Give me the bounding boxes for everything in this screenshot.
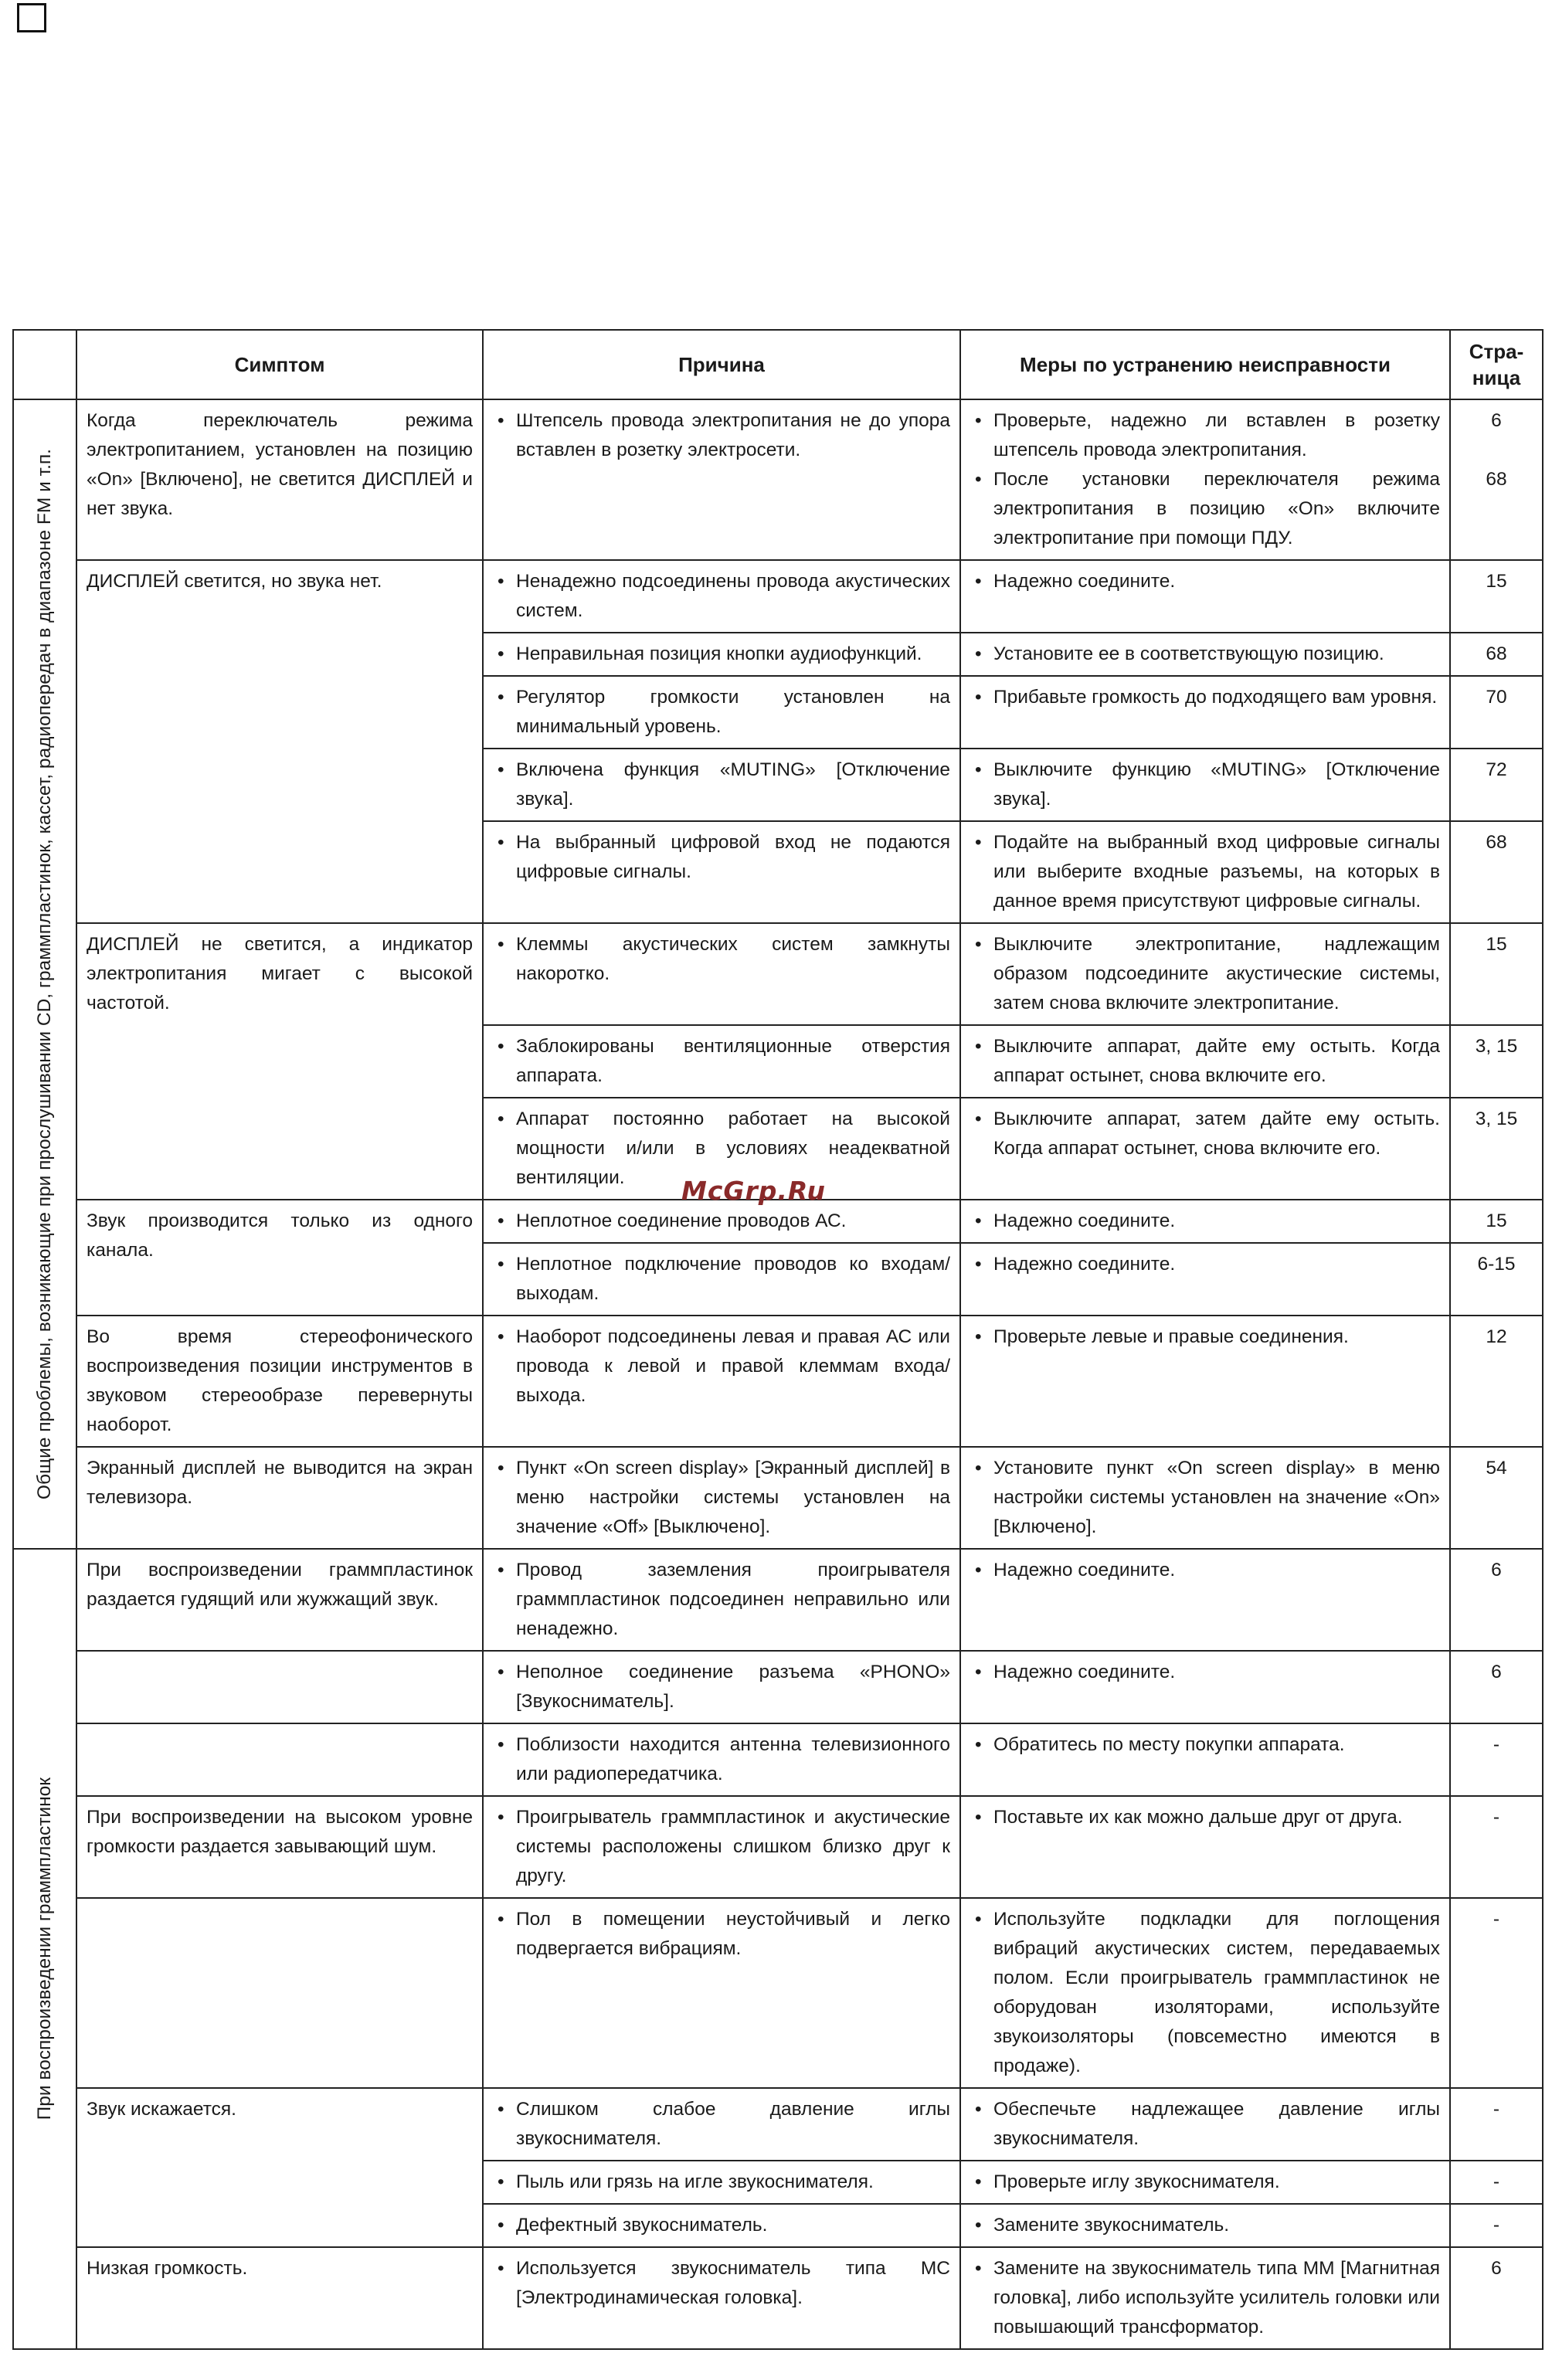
- remedy-text: Надежно соедините.: [993, 1560, 1176, 1580]
- remedy-text: Подайте на выбранный вход цифровые сигналы или выберите входные разъемы, на которых в данное время присутствуют цифровые сигналы.: [993, 832, 1440, 912]
- page-cell: [1450, 1549, 1543, 1651]
- remedy-text: Прибавьте громкость до подходящего вам уровня.: [993, 687, 1438, 708]
- cause-text: Штепсель провода электропитания не до упора вставлен в розетку электросети.: [516, 410, 950, 460]
- bullet-icon: •: [498, 2258, 504, 2279]
- page-cell: [1450, 2204, 1543, 2247]
- cause-cell: [483, 1796, 960, 1898]
- page-cell: [1450, 821, 1543, 923]
- cause-cell: [483, 2204, 960, 2247]
- bullet-icon: •: [975, 1807, 982, 1828]
- remedy-cell: [960, 923, 1450, 1025]
- remedy-text: Установите ее в соответствующую позицию.: [993, 643, 1384, 664]
- group-label: Общие проблемы, возникающие при прослушивании CD, граммпластинок, кассет, радиопередач в диапазоне FM и т.п.: [34, 448, 55, 1500]
- remedy-text: Установите пункт «On screen display» в меню настройки системы установлен на значение «On» [Включено].: [993, 1458, 1440, 1537]
- bullet-icon: •: [498, 759, 504, 780]
- watermark-text: McGrp.Ru: [681, 1176, 827, 1206]
- remedy-cell: [960, 1723, 1450, 1796]
- cause-cell: [483, 1447, 960, 1549]
- page-number: 12: [1486, 1326, 1507, 1347]
- page-number: 15: [1486, 571, 1507, 592]
- remedy-cell: [960, 676, 1450, 749]
- cause-text: Регулятор громкости установлен на минимальный уровень.: [516, 687, 950, 737]
- cause-cell: [483, 1723, 960, 1796]
- header-page-line1: Стра-: [1469, 340, 1524, 363]
- cause-cell: [483, 2161, 960, 2204]
- bullet-icon: •: [975, 1909, 982, 1930]
- bullet-icon: •: [975, 759, 982, 780]
- page-cell: [1450, 1723, 1543, 1796]
- symptom-cell: Когда переключатель режима электропитанием, установлен на позицию «On» [Включено], не светится ДИСПЛЕЙ и нет звука.: [76, 399, 483, 560]
- page-cell: [1450, 676, 1543, 749]
- cause-cell: [483, 1898, 960, 2088]
- cause-text: Поблизости находится антенна телевизионного или радиопередатчика.: [516, 1734, 950, 1784]
- bullet-icon: •: [498, 410, 504, 431]
- cause-text: Наоборот подсоединены левая и правая АС или провода к левой и правой клеммам входа/выхода.: [516, 1326, 950, 1406]
- page-number: 6-15: [1477, 1254, 1516, 1275]
- remedy-cell: [960, 1796, 1450, 1898]
- cause-cell: [483, 1025, 960, 1098]
- remedy-text: Выключите функцию «MUTING» [Отключение звука].: [993, 759, 1440, 810]
- table-row: [13, 1723, 1543, 1796]
- table-row: [13, 1200, 1543, 1243]
- bullet-icon: •: [498, 1036, 504, 1057]
- page-number: -: [1493, 1807, 1500, 1828]
- bullet-icon: •: [498, 1734, 504, 1755]
- header-page-line2: ница: [1472, 366, 1521, 389]
- bullet-icon: •: [498, 571, 504, 592]
- page-cell: [1450, 1200, 1543, 1243]
- page-number: 3, 15: [1475, 1109, 1518, 1129]
- cause-text: Заблокированы вентиляционные отверстия аппарата.: [516, 1036, 950, 1086]
- page-number: 68: [1486, 469, 1507, 490]
- page-number: -: [1493, 2099, 1500, 2120]
- page-number: 70: [1486, 687, 1507, 708]
- remedy-cell: [960, 399, 1450, 560]
- cause-cell: [483, 923, 960, 1025]
- remedy-text: Обеспечьте надлежащее давление иглы звукоснимателя.: [993, 2099, 1440, 2149]
- cause-text: Неплотное подключение проводов ко входам/выходам.: [516, 1254, 950, 1304]
- cause-text: Ненадежно подсоединены провода акустических систем.: [516, 571, 950, 621]
- page-cell: [1450, 749, 1543, 821]
- table-row: [13, 1898, 1543, 2088]
- bullet-icon: •: [498, 1109, 504, 1129]
- remedy-cell: [960, 1243, 1450, 1316]
- remedy-text: Надежно соедините.: [993, 1210, 1176, 1231]
- remedy-cell: [960, 560, 1450, 633]
- page-number: -: [1493, 2171, 1500, 2192]
- bullet-icon: •: [975, 1326, 982, 1347]
- page-number: 54: [1486, 1458, 1507, 1479]
- bullet-icon: •: [498, 1662, 504, 1682]
- header-symptom: Симптом: [76, 330, 483, 399]
- bullet-icon: •: [498, 1210, 504, 1231]
- bullet-icon: •: [498, 643, 504, 664]
- page-number: 72: [1486, 759, 1507, 780]
- corner-checkbox-mark: [17, 3, 46, 32]
- remedy-cell: [960, 1316, 1450, 1447]
- page-number: 6: [1491, 2258, 1502, 2279]
- page-number: -: [1493, 1909, 1500, 1930]
- remedy-cell: [960, 749, 1450, 821]
- remedy-text: Надежно соедините.: [993, 571, 1176, 592]
- header-page: [1450, 330, 1543, 399]
- cause-cell: [483, 1200, 960, 1243]
- cause-text: Клеммы акустических систем замкнуты накоротко.: [516, 934, 950, 984]
- table-row: [13, 1316, 1543, 1447]
- cause-text: Дефектный звукосниматель.: [516, 2215, 768, 2236]
- page-cell: [1450, 399, 1543, 560]
- remedy-cell: [960, 821, 1450, 923]
- page-number: 68: [1486, 643, 1507, 664]
- table-row: [13, 1549, 1543, 1651]
- cause-text: Включена функция «MUTING» [Отключение звука].: [516, 759, 950, 810]
- page-cell: [1450, 1098, 1543, 1200]
- table-row: [13, 2247, 1543, 2349]
- page-cell: [1450, 1796, 1543, 1898]
- remedy-cell: [960, 1098, 1450, 1200]
- bullet-icon: •: [975, 2171, 982, 2192]
- symptom-cell: ДИСПЛЕЙ не светится, а индикатор электропитания мигает с высокой частотой.: [76, 923, 483, 1200]
- page-cell: [1450, 2161, 1543, 2204]
- bullet-icon: •: [975, 832, 982, 853]
- remedy-text: Проверьте иглу звукоснимателя.: [993, 2171, 1280, 2192]
- group-label: При воспроизведении граммпластинок: [34, 1777, 55, 2120]
- remedy-text: Надежно соедините.: [993, 1254, 1176, 1275]
- symptom-cell: Во время стереофонического воспроизведения позиции инструментов в звуковом стереообразе перевернуты наоборот.: [76, 1316, 483, 1447]
- remedy-text: После установки переключателя режима электропитания в позицию «On» включите электропитание при помощи ПДУ.: [993, 469, 1440, 548]
- bullet-icon: •: [975, 410, 982, 431]
- cause-text: Проигрыватель граммпластинок и акустические системы расположены слишком близко друг к другу.: [516, 1807, 950, 1886]
- remedy-cell: [960, 2247, 1450, 2349]
- bullet-icon: •: [975, 2258, 982, 2279]
- remedy-text: Выключите электропитание, надлежащим образом подсоедините акустические системы, затем снова включите электропитание.: [993, 934, 1440, 1013]
- bullet-icon: •: [498, 687, 504, 708]
- bullet-icon: •: [498, 1909, 504, 1930]
- symptom-cell: Звук искажается.: [76, 2088, 483, 2247]
- cause-text: Аппарат постоянно работает на высокой мощности и/или в условиях неадекватной вентиляции.: [516, 1109, 950, 1188]
- bullet-icon: •: [498, 832, 504, 853]
- symptom-cell: При воспроизведении граммпластинок раздается гудящий или жужжащий звук.: [76, 1549, 483, 1651]
- cause-text: Используется звукосниматель типа МС [Электродинамическая головка].: [516, 2258, 950, 2308]
- table-row: [13, 1651, 1543, 1723]
- header-group-cell: [13, 330, 76, 399]
- remedy-text: Выключите аппарат, дайте ему остыть. Когда аппарат остынет, снова включите его.: [993, 1036, 1440, 1086]
- page-number: 15: [1486, 934, 1507, 955]
- remedy-text: Замените звукосниматель.: [993, 2215, 1230, 2236]
- remedy-cell: [960, 1200, 1450, 1243]
- remedy-cell: [960, 1025, 1450, 1098]
- page-number: 6: [1491, 1560, 1502, 1580]
- page-cell: [1450, 1447, 1543, 1549]
- header-remedy: Меры по устранению неисправности: [960, 330, 1450, 399]
- cause-cell: [483, 821, 960, 923]
- page-cell: [1450, 1316, 1543, 1447]
- page-number: 15: [1486, 1210, 1507, 1231]
- bullet-icon: •: [498, 1254, 504, 1275]
- cause-cell: [483, 1243, 960, 1316]
- cause-cell: [483, 1316, 960, 1447]
- header-cause: Причина: [483, 330, 960, 399]
- bullet-icon: •: [975, 2215, 982, 2236]
- cause-text: На выбранный цифровой вход не подаются цифровые сигналы.: [516, 832, 950, 882]
- remedy-text: Проверьте левые и правые соединения.: [993, 1326, 1349, 1347]
- bullet-icon: •: [975, 1560, 982, 1580]
- bullet-icon: •: [975, 571, 982, 592]
- remedy-cell: [960, 633, 1450, 676]
- remedy-text: Проверьте, надежно ли вставлен в розетку штепсель провода электропитания.: [993, 410, 1440, 460]
- bullet-icon: •: [498, 2099, 504, 2120]
- page-cell: [1450, 1025, 1543, 1098]
- symptom-cell: Низкая громкость.: [76, 2247, 483, 2349]
- page-number: -: [1493, 2215, 1500, 2236]
- table-row: [13, 1796, 1543, 1898]
- cause-text: Провод заземления проигрывателя граммпластинок подсоединен неправильно или ненадежно.: [516, 1560, 950, 1639]
- page-cell: [1450, 1898, 1543, 2088]
- bullet-icon: •: [498, 2215, 504, 2236]
- bullet-icon: •: [975, 1109, 982, 1129]
- symptom-cell: [76, 1723, 483, 1796]
- cause-cell: [483, 633, 960, 676]
- cause-cell: [483, 399, 960, 560]
- page-cell: [1450, 633, 1543, 676]
- remedy-cell: [960, 2204, 1450, 2247]
- bullet-icon: •: [498, 1560, 504, 1580]
- table-row: [13, 560, 1543, 633]
- remedy-text: Обратитесь по месту покупки аппарата.: [993, 1734, 1345, 1755]
- page-number: 3, 15: [1475, 1036, 1518, 1057]
- bullet-icon: •: [975, 1210, 982, 1231]
- bullet-icon: •: [975, 1458, 982, 1479]
- group-label-cell: [13, 1549, 76, 2349]
- remedy-text: Используйте подкладки для поглощения вибраций акустических систем, передаваемых полом. Если проигрыватель граммпластинок не оборудован изоляторами, используйте звукоизоляторы (повсеместно имеются в продаже).: [993, 1909, 1440, 2076]
- cause-cell: [483, 2247, 960, 2349]
- cause-text: Пыль или грязь на игле звукоснимателя.: [516, 2171, 874, 2192]
- bullet-icon: •: [975, 1662, 982, 1682]
- remedy-cell: [960, 2161, 1450, 2204]
- remedy-text: Поставьте их как можно дальше друг от друга.: [993, 1807, 1403, 1828]
- bullet-icon: •: [975, 1254, 982, 1275]
- bullet-icon: •: [975, 934, 982, 955]
- page-number: 68: [1486, 832, 1507, 853]
- cause-text: Пол в помещении неустойчивый и легко подвергается вибрациям.: [516, 1909, 950, 1959]
- table-row: [13, 923, 1543, 1025]
- bullet-icon: •: [975, 1036, 982, 1057]
- bullet-icon: •: [975, 2099, 982, 2120]
- cause-text: Пункт «On screen display» [Экранный дисплей] в меню настройки системы установлен на значение «Off» [Выключено].: [516, 1458, 950, 1537]
- page-number: 6: [1491, 1662, 1502, 1682]
- bullet-icon: •: [975, 469, 982, 490]
- cause-cell: [483, 676, 960, 749]
- page-number: 6: [1491, 410, 1502, 431]
- table-header-row: [13, 330, 1543, 399]
- cause-text: Неправильная позиция кнопки аудиофункций.: [516, 643, 922, 664]
- page-cell: [1450, 2088, 1543, 2161]
- symptom-cell: При воспроизведении на высоком уровне громкости раздается завывающий шум.: [76, 1796, 483, 1898]
- bullet-icon: •: [498, 1458, 504, 1479]
- cause-cell: [483, 1549, 960, 1651]
- remedy-text: Надежно соедините.: [993, 1662, 1176, 1682]
- remedy-cell: [960, 1549, 1450, 1651]
- page-spacer: [1454, 436, 1539, 465]
- bullet-icon: •: [975, 687, 982, 708]
- bullet-icon: •: [498, 934, 504, 955]
- remedy-text: Выключите аппарат, затем дайте ему остыть. Когда аппарат остынет, снова включите его.: [993, 1109, 1440, 1159]
- table-row: [13, 1447, 1543, 1549]
- page-cell: [1450, 1243, 1543, 1316]
- remedy-cell: [960, 1651, 1450, 1723]
- symptom-cell: Звук производится только из одного канала.: [76, 1200, 483, 1316]
- page-cell: [1450, 1651, 1543, 1723]
- bullet-icon: •: [498, 2171, 504, 2192]
- troubleshooting-table: [12, 329, 1544, 2350]
- bullet-icon: •: [498, 1326, 504, 1347]
- table-body: [13, 399, 1543, 2349]
- bullet-icon: •: [498, 1807, 504, 1828]
- remedy-cell: [960, 1898, 1450, 2088]
- symptom-cell: ДИСПЛЕЙ светится, но звука нет.: [76, 560, 483, 923]
- remedy-text: Замените на звукосниматель типа ММ [Магнитная головка], либо используйте усилитель головки или повышающий трансформатор.: [993, 2258, 1440, 2338]
- remedy-cell: [960, 1447, 1450, 1549]
- page-cell: [1450, 923, 1543, 1025]
- page-cell: [1450, 2247, 1543, 2349]
- remedy-cell: [960, 2088, 1450, 2161]
- bullet-icon: •: [975, 1734, 982, 1755]
- cause-text: Неполное соединение разъема «PHONO» [Звукосниматель].: [516, 1662, 950, 1712]
- cause-cell: [483, 1651, 960, 1723]
- cause-cell: [483, 2088, 960, 2161]
- group-label-cell: [13, 399, 76, 1549]
- symptom-cell: [76, 1651, 483, 1723]
- cause-text: Неплотное соединение проводов АС.: [516, 1210, 847, 1231]
- symptom-cell: Экранный дисплей не выводится на экран телевизора.: [76, 1447, 483, 1549]
- cause-cell: [483, 749, 960, 821]
- table-row: [13, 399, 1543, 560]
- page-cell: [1450, 560, 1543, 633]
- bullet-icon: •: [975, 643, 982, 664]
- cause-text: Слишком слабое давление иглы звукоснимателя.: [516, 2099, 950, 2149]
- symptom-cell: [76, 1898, 483, 2088]
- table-row: [13, 2088, 1543, 2161]
- page-number: -: [1493, 1734, 1500, 1755]
- cause-cell: [483, 560, 960, 633]
